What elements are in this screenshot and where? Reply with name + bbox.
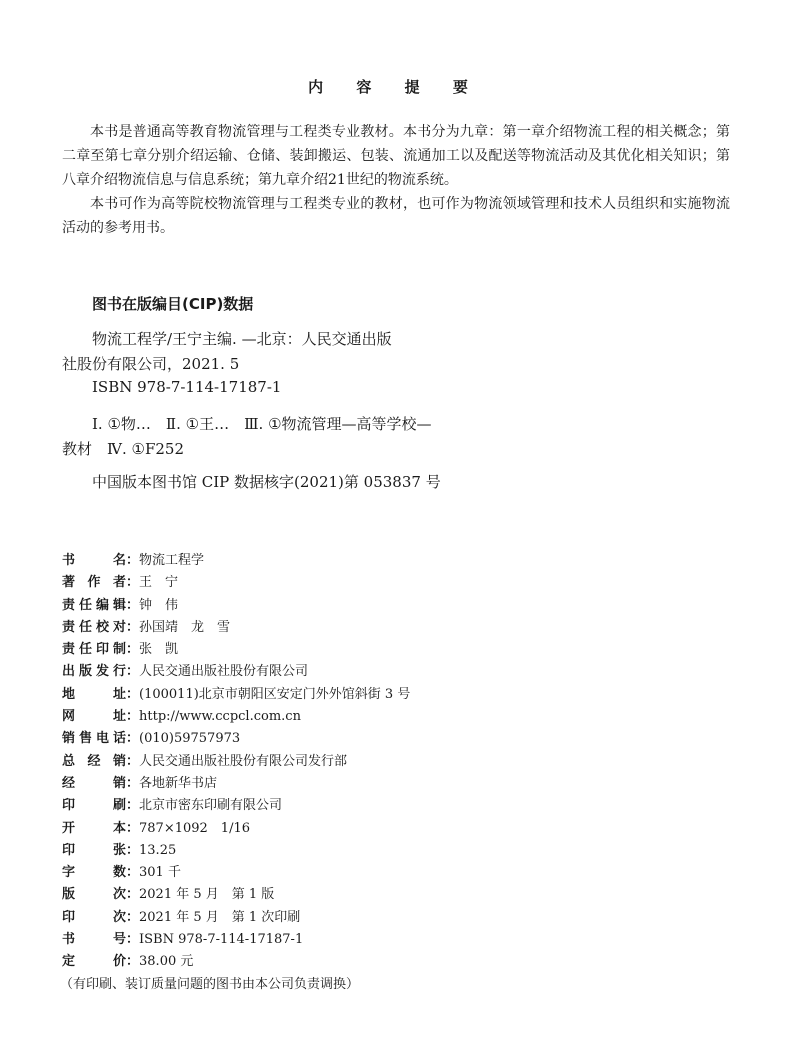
colophon-label: 著作者: [62, 575, 126, 591]
colophon-value: 物流工程学: [139, 553, 205, 568]
colophon-row-distributor: 经销：各地新华书店: [62, 773, 742, 795]
cip-line: 中国版本图书馆 CIP 数据核字(2021)第 053837 号: [92, 473, 441, 491]
cip-line: 物流工程学/王宁主编. —北京：人民交通出版: [92, 330, 392, 348]
cip-line: 社股份有限公司，2021. 5: [62, 355, 240, 373]
colophon-row-address: 地址：(100011)北京市朝阳区安定门外外馆斜街 3 号: [62, 684, 742, 706]
colophon-label: 定价: [62, 954, 126, 970]
colophon-row-sales-phone: 销售电话：(010)59757973: [62, 728, 742, 750]
colophon-label: 责任校对: [62, 619, 126, 635]
colophon-label: 销售电话: [62, 731, 126, 747]
colophon-row-website: 网址：http://www.ccpcl.com.cn: [62, 706, 742, 728]
colophon-row-word-count: 字数：301 千: [62, 862, 742, 884]
colophon-label: 总经销: [62, 753, 126, 769]
cip-line: ISBN 978-7-114-17187-1: [92, 378, 282, 396]
colophon-value: 2021 年 5 月 第 1 次印刷: [139, 909, 301, 925]
colophon-label: 网址: [62, 709, 126, 725]
colophon-value: 301 千: [139, 865, 181, 881]
footer-note: （有印刷、装订质量问题的图书由本公司负责调换）: [60, 976, 360, 992]
colophon-value: (100011)北京市朝阳区安定门外外馆斜街 3 号: [139, 686, 411, 702]
colophon-value: (010)59757973: [139, 731, 241, 747]
colophon-row-author: 著作者：王 宁: [62, 572, 742, 594]
colophon-label: 印刷: [62, 798, 126, 814]
colophon-label: 书名: [62, 553, 126, 568]
colophon-value: ISBN 978-7-114-17187-1: [139, 932, 304, 948]
summary-paragraph: 本书可作为高等院校物流管理与工程类专业的教材，也可作为物流领域管理和技术人员组织和实施物流活动的参考用书。: [62, 196, 730, 236]
colophon-row-publisher: 出版发行：人民交通出版社股份有限公司: [62, 661, 742, 683]
colophon-label: 经销: [62, 775, 126, 791]
colophon-row-print-supervisor: 责任印制：张 凯: [62, 639, 742, 661]
colophon-value: http://www.ccpcl.com.cn: [139, 709, 301, 725]
colophon-row-printing: 印次：2021 年 5 月 第 1 次印刷: [62, 907, 742, 929]
cip-line: Ⅰ. ①物… Ⅱ. ①王… Ⅲ. ①物流管理—高等学校—: [92, 415, 432, 433]
colophon-value: 13.25: [139, 842, 177, 858]
colophon-label: 出版发行: [62, 664, 126, 680]
colophon-value: 2021 年 5 月 第 1 版: [139, 887, 275, 903]
cip-line: 教材 Ⅳ. ①F252: [62, 440, 185, 458]
colophon-value: 孙国靖 龙 雪: [139, 619, 231, 635]
colophon-label: 责任编辑: [62, 597, 126, 613]
colophon-row-printer: 印刷：北京市密东印刷有限公司: [62, 795, 742, 817]
colophon-label: 印张: [62, 842, 126, 858]
colophon-value: 北京市密东印刷有限公司: [139, 798, 283, 814]
colophon-value: 38.00 元: [139, 954, 194, 970]
colophon-row-price: 定价：38.00 元: [62, 951, 742, 973]
page-title: 内 容 提 要: [308, 78, 482, 96]
colophon-row-editor: 责任编辑：钟 伟: [62, 595, 742, 617]
colophon-value: 人民交通出版社股份有限公司: [139, 664, 309, 680]
colophon-value: 787×1092 1/16: [139, 820, 250, 836]
colophon-row-edition: 版次：2021 年 5 月 第 1 版: [62, 884, 742, 906]
colophon-value: 王 宁: [139, 575, 179, 591]
colophon-label: 印次: [62, 909, 126, 925]
colophon-row-title: 书名：物流工程学: [62, 550, 742, 572]
colophon-label: 字数: [62, 865, 126, 881]
colophon-row-general-distributor: 总经销：人民交通出版社股份有限公司发行部: [62, 751, 742, 773]
colophon-label: 开本: [62, 820, 126, 836]
colophon-label: 书号: [62, 932, 126, 948]
colophon-label: 地址: [62, 686, 126, 702]
colophon-label: 版次: [62, 887, 126, 903]
summary-section: [62, 120, 730, 240]
summary-paragraph: 本书是普通高等教育物流管理与工程类专业教材。本书分为九章：第一章介绍物流工程的相关概念；第二章至第七章分别介绍运输、仓储、装卸搬运、包装、流通加工以及配送等物流活动及其优化相关知识；第八章介绍物流信息与信息系统；第九章介绍21世纪的物流系统。: [62, 124, 730, 188]
colophon-row-format: 开本：787×1092 1/16: [62, 818, 742, 840]
colophon-value: 钟 伟: [139, 597, 179, 613]
colophon-row-sheets: 印张：13.25: [62, 840, 742, 862]
colophon-value: 张 凯: [139, 642, 179, 658]
colophon-value: 人民交通出版社股份有限公司发行部: [139, 753, 348, 769]
colophon-row-proofreader: 责任校对：孙国靖 龙 雪: [62, 617, 742, 639]
colophon-row-isbn: 书号：ISBN 978-7-114-17187-1: [62, 929, 742, 951]
cip-heading: 图书在版编目(CIP)数据: [92, 295, 254, 313]
colophon-label: 责任印制: [62, 642, 126, 658]
colophon: [62, 550, 742, 996]
colophon-value: 各地新华书店: [139, 775, 218, 791]
